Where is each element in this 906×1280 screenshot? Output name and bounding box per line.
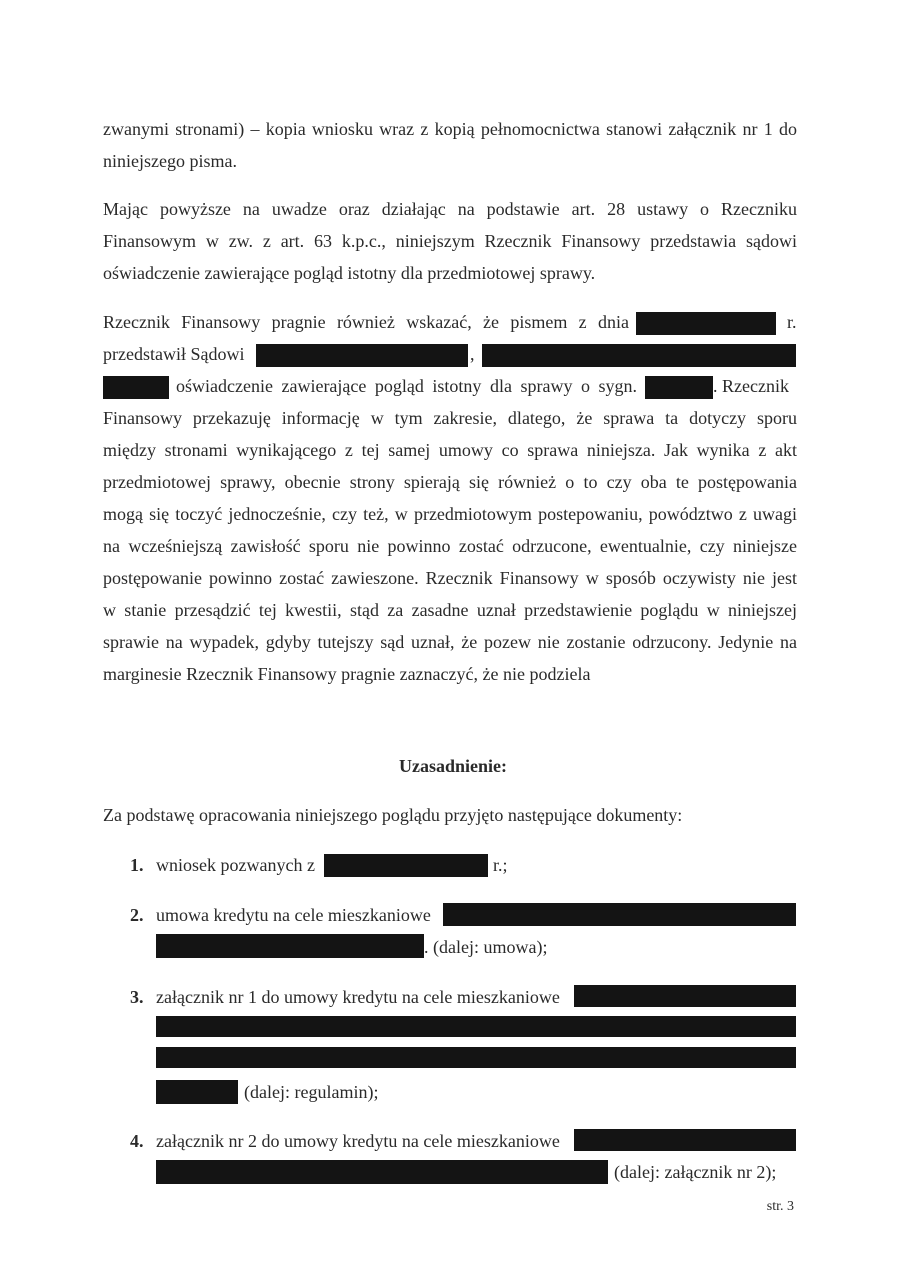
paragraph-3-line-6: przedmiotowej sprawy, obecnie strony spierają się również o to czy oba te postępowania [103, 472, 797, 492]
paragraph-3-line-3-end: . Rzecznik [713, 376, 789, 396]
paragraph-3-line-1: Rzecznik Finansowy pragnie również wskazać, że pismem z dnia [103, 312, 629, 332]
list-item-4-text: załącznik nr 2 do umowy kredytu na cele mieszkaniowe [156, 1131, 560, 1151]
paragraph-3-line-12: marginesie Rzecznik Finansowy pragnie zaznaczyć, że nie podziela [103, 664, 591, 684]
redaction-item-2-line-1 [443, 903, 796, 926]
redaction-item-4-line-2 [156, 1160, 608, 1184]
paragraph-3-line-3: oświadczenie zawierające pogląd istotny dla sprawy o sygn. [176, 376, 637, 396]
paragraph-2-line-3: oświadczenie zawierające pogląd istotny dla przedmiotowej sprawy. [103, 263, 596, 283]
paragraph-3-line-10: w stanie przesądzić tej kwestii, stąd za zasadne uznał przedstawienie poglądu w niniejszej [103, 600, 797, 620]
section-heading: Uzasadnienie: [399, 756, 507, 776]
list-item-2-end: . (dalej: umowa); [424, 937, 548, 957]
page-number: str. 3 [766, 1199, 794, 1214]
paragraph-3-line-2-comma: , [470, 344, 475, 364]
redaction-case-number [645, 376, 713, 399]
paragraph-3-line-11: sprawie na wypadek, gdyby tutejszy sąd uznał, że pozew nie zostanie odrzucony. Jedynie na [103, 632, 797, 652]
list-item-3-end: (dalej: regulamin); [244, 1082, 379, 1102]
list-item-3-number: 3. [130, 987, 144, 1007]
paragraph-3-line-8: na wcześniejszą zawisłość sporu nie powinno zostać odrzucone, ewentualnie, czy niniejsze [103, 536, 797, 556]
list-item-1-text: wniosek pozwanych z [156, 855, 315, 875]
paragraph-3-line-1-end: r. [787, 312, 797, 332]
paragraph-3-line-5: między stronami wynikającego z tej samej umowy co sprawa niniejsza. Jak wynika z akt [103, 440, 797, 460]
list-item-3-text: załącznik nr 1 do umowy kredytu na cele mieszkaniowe [156, 987, 560, 1007]
redaction-item-3-line-3 [156, 1047, 796, 1068]
intro-text: Za podstawę opracowania niniejszego poglądu przyjęto następujące dokumenty: [103, 805, 683, 825]
paragraph-1-line-2: niniejszego pisma. [103, 151, 237, 171]
paragraph-1-line-1: zwanymi stronami) – kopia wniosku wraz z kopią pełnomocnictwa stanowi załącznik nr 1 do [103, 119, 797, 139]
list-item-2-text: umowa kredytu na cele mieszkaniowe [156, 905, 431, 925]
paragraph-3-line-4: Finansowy przekazuję informację w tym zakresie, dlatego, że sprawa ta dotyczy sporu [103, 408, 797, 428]
paragraph-3-line-7: mogą się toczyć jednocześnie, czy też, w przedmiotowym postepowaniu, powództwo z uwagi [103, 504, 797, 524]
paragraph-3-line-9: postępowanie powinno zostać zawieszone. Rzecznik Finansowy w sposób oczywisty nie jest [103, 568, 797, 588]
list-item-1-end: r.; [493, 855, 508, 875]
list-item-4-number: 4. [130, 1131, 144, 1151]
paragraph-3-line-2: przedstawił Sądowi [103, 344, 245, 364]
redaction-item-3-line-1 [574, 985, 796, 1007]
list-item-4-end: (dalej: załącznik nr 2); [614, 1162, 777, 1182]
paragraph-2-line-2: Finansowym w zw. z art. 63 k.p.c., niniejszym Rzecznik Finansowy przedstawia sądowi [103, 231, 797, 251]
list-item-1-number: 1. [130, 855, 144, 875]
redaction-date [636, 312, 776, 335]
redaction-case-party [103, 376, 169, 399]
redaction-item-3-line-2 [156, 1016, 796, 1037]
redaction-court-name [256, 344, 468, 367]
redaction-item-1-date [324, 854, 488, 877]
paragraph-2-line-1: Mając powyższe na uwadze oraz działając na podstawie art. 28 ustawy o Rzeczniku [103, 199, 797, 219]
redaction-item-4-line-1 [574, 1129, 796, 1151]
redaction-court-address [482, 344, 796, 367]
redaction-item-2-line-2 [156, 934, 424, 958]
redaction-item-3-line-4 [156, 1080, 238, 1104]
list-item-2-number: 2. [130, 905, 144, 925]
